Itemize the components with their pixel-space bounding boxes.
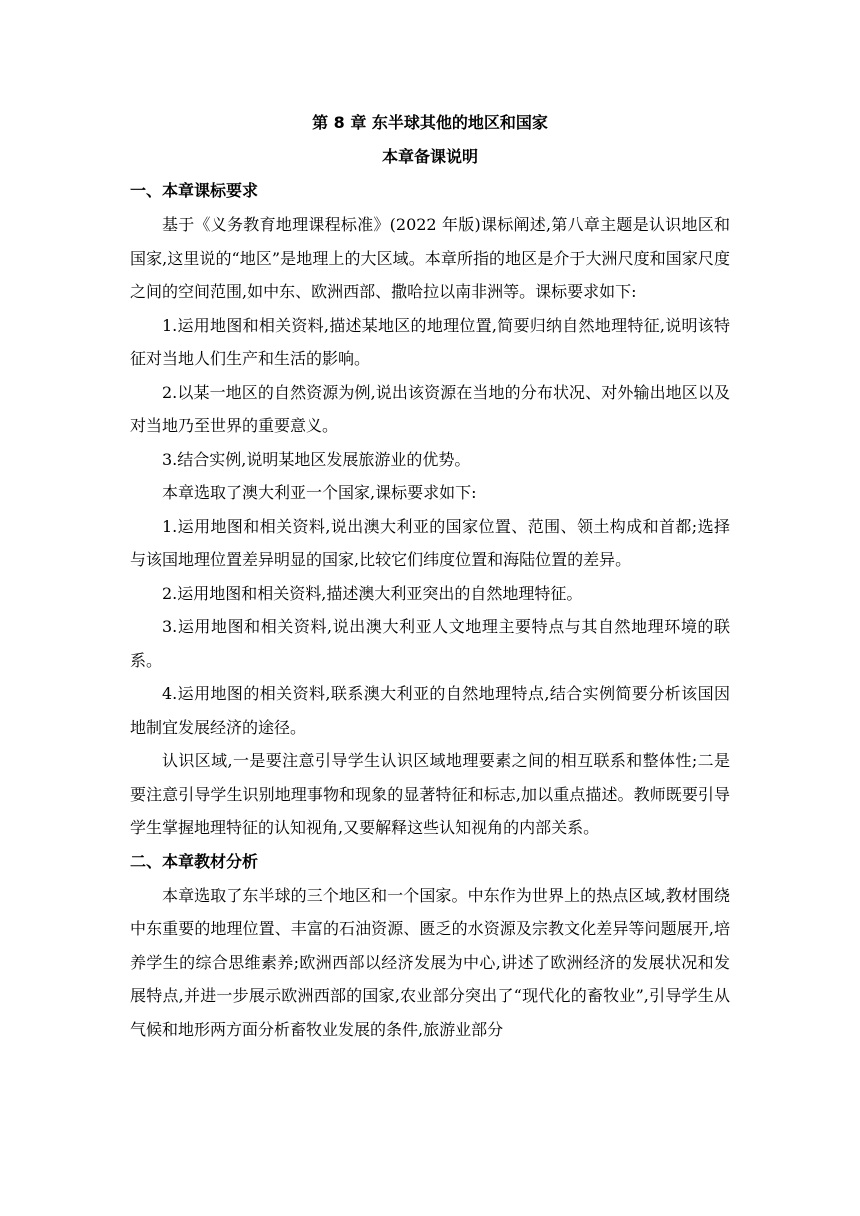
paragraph: 认识区域,一是要注意引导学生认识区域地理要素之间的相互联系和整体性;二是要注意引导学生识别地理事物和现象的显著特征和标志,加以重点描述。教师既要引导学生掌握地理特征的认知视角,又要解释这些认知视角的内部关系。 bbox=[130, 751, 730, 837]
paragraph: 基于《义务教育地理课程标准》(2022 年版)课标阐述,第八章主题是认识地区和国家,这里说的“地区”是地理上的大区域。本章所指的地区是介于大洲尺度和国家尺度之间的空间范围,如中东、欧洲西部、撒哈拉以南非洲等。课标要求如下: bbox=[130, 215, 730, 301]
paragraph: 本章选取了东半球的三个地区和一个国家。中东作为世界上的热点区域,教材围绕中东重要的地理位置、丰富的石油资源、匮乏的水资源及宗教文化差异等问题展开,培养学生的综合思维素养;欧洲西部以经济发展为中心,讲述了欧洲经济的发展状况和发展特点,并进一步展示欧洲西部的国家,农业部分突出了“现代化的畜牧业”,引导学生从气候和地形两方面分析畜牧业发展的条件,旅游业部分 bbox=[130, 885, 730, 1039]
paragraph: 3.运用地图和相关资料,说出澳大利亚人文地理主要特点与其自然地理环境的联系。 bbox=[130, 617, 730, 670]
section-heading: 一、本章课标要求 bbox=[130, 181, 259, 200]
paragraph: 2.以某一地区的自然资源为例,说出该资源在当地的分布状况、对外输出地区以及对当地乃至世界的重要意义。 bbox=[130, 382, 730, 435]
section-curriculum-requirements bbox=[130, 174, 730, 845]
paragraph: 1.运用地图和相关资料,描述某地区的地理位置,简要归纳自然地理特征,说明该特征对当地人们生产和生活的影响。 bbox=[130, 315, 730, 368]
paragraph: 4.运用地图的相关资料,联系澳大利亚的自然地理特点,结合实例简要分析该国因地制宜发展经济的途径。 bbox=[130, 684, 730, 737]
chapter-title: 第 8 章 东半球其他的地区和国家 bbox=[312, 113, 548, 132]
section-heading: 二、本章教材分析 bbox=[130, 851, 259, 871]
paragraph: 3.结合实例,说明某地区发展旅游业的优势。 bbox=[162, 449, 471, 469]
chapter-subtitle: 本章备课说明 bbox=[381, 147, 478, 166]
paragraph: 本章选取了澳大利亚一个国家,课标要求如下: bbox=[162, 483, 477, 502]
document-page bbox=[130, 106, 730, 1046]
paragraph: 1.运用地图和相关资料,说出澳大利亚的国家位置、范围、领土构成和首都;选择与该国地理位置差异明显的国家,比较它们纬度位置和海陆位置的差异。 bbox=[130, 516, 730, 569]
paragraph: 2.运用地图和相关资料,描述澳大利亚突出的自然地理特征。 bbox=[162, 583, 583, 603]
section-textbook-analysis bbox=[130, 845, 730, 1047]
